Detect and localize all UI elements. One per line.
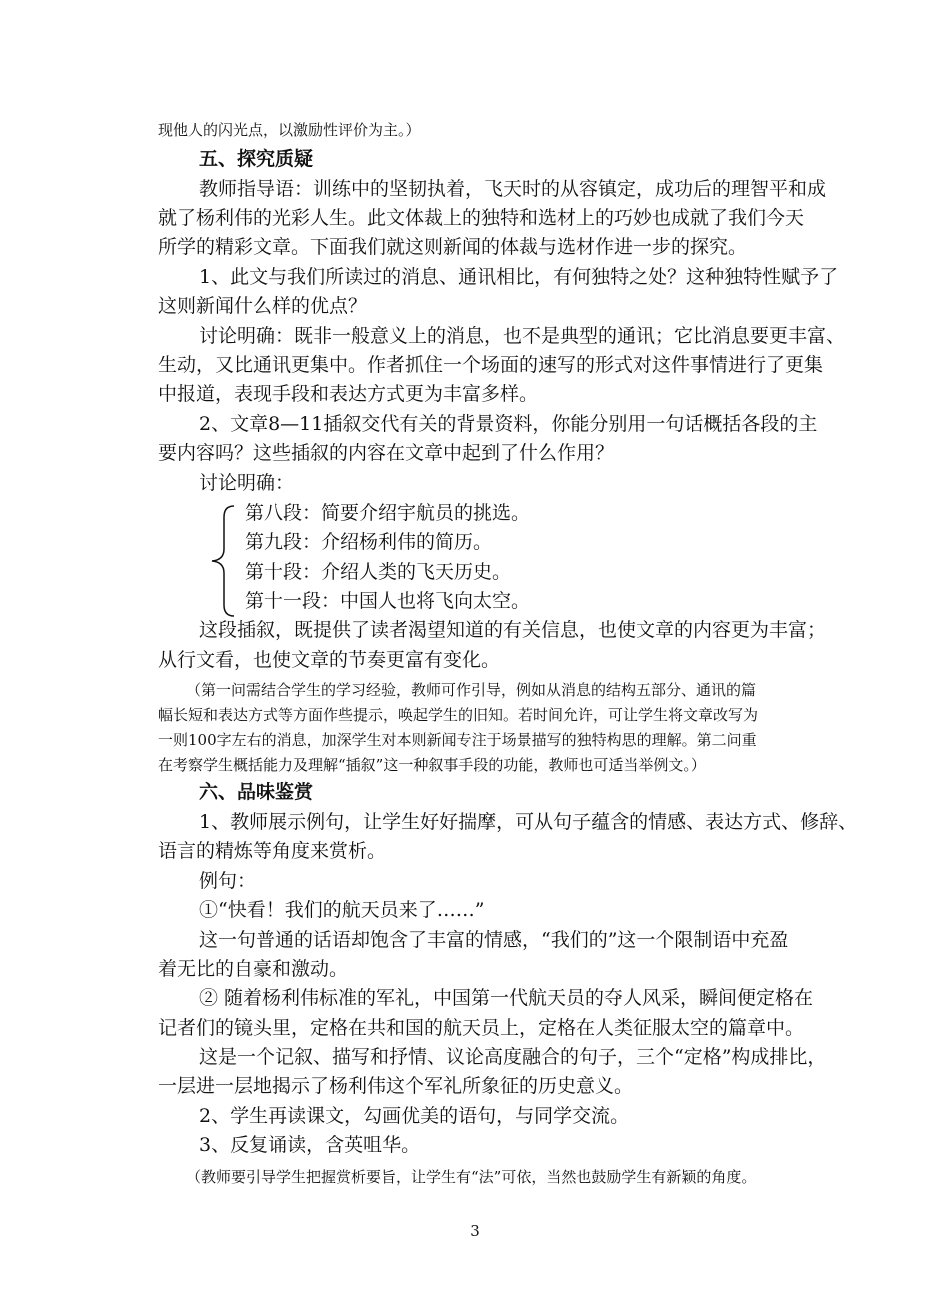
paragraph-line: 3、反复诵读，含英咀华。: [199, 1134, 421, 1156]
paragraph-line: 语言的精炼等角度来赏析。: [158, 840, 387, 862]
question-line: 这则新闻什么样的优点？: [158, 295, 368, 317]
question-line: 要内容吗？这些插叙的内容在文章中起到了什么作用？: [158, 442, 615, 464]
example-sentence: ①“快看！我们的航天员来了……”: [199, 899, 485, 921]
note-line: 幅长短和表达方式等方面作些提示，唤起学生的旧知。若时间允许，可让学生将文章改写为: [158, 706, 759, 724]
paragraph-line: 从行文看，也使文章的节奏更富有变化。: [158, 649, 501, 671]
list-item: 第十段：介绍人类的飞天历史。: [245, 561, 512, 583]
note-line: 一则100字左右的消息，加深学生对本则新闻专注于场景描写的独特构思的理解。第二问重: [158, 731, 757, 749]
paragraph-line: 2、学生再读课文，勾画优美的语句，与同学交流。: [199, 1105, 630, 1127]
list-item: 第十一段：中国人也将飞向太空。: [245, 590, 531, 612]
question-line: 2、文章8—11插叙交代有关的背景资料，你能分别用一句话概括各段的主: [199, 413, 818, 435]
note-line: （教师要引导学生把握赏析要旨，让学生有“法”可依，当然也鼓励学生有新颖的角度。: [186, 1168, 757, 1186]
paragraph-line: 着无比的自豪和激动。: [158, 958, 349, 980]
paragraph-line: 所学的精彩文章。下面我们就这则新闻的体裁与选材作进一步的探究。: [158, 236, 748, 258]
note-line: 在考察学生概括能力及理解“插叙”这一种叙事手段的功能，教师也可适当举例文。）: [158, 756, 706, 774]
curly-brace-icon: [206, 503, 240, 619]
section-heading-6: 六、品味鉴赏: [199, 781, 314, 803]
paragraph-line: 一层进一层地揭示了杨利伟这个军礼所象征的历史意义。: [158, 1075, 634, 1097]
paragraph-line: 这是一个记叙、描写和抒情、议论高度融合的句子，三个“定格”构成排比，: [199, 1046, 827, 1068]
discussion-label: 讨论明确：: [199, 472, 295, 494]
paragraph-line: 教师指导语：训练中的坚韧执着，飞天时的从容镇定，成功后的理智平和成: [199, 178, 827, 200]
paragraph-line: 1、教师展示例句，让学生好好揣摩，可从句子蕴含的情感、表达方式、修辞、: [199, 811, 858, 833]
list-item: 第九段：介绍杨利伟的简历。: [245, 531, 493, 553]
paragraph-line: 这段插叙，既提供了读者渴望知道的有关信息，也使文章的内容更为丰富；: [199, 619, 827, 641]
discussion-line: 生动，又比通讯更集中。作者抓住一个场面的速写的形式对这件事情进行了更集: [158, 354, 824, 376]
section-heading-5: 五、探究质疑: [199, 148, 314, 170]
paragraph-line: 这一句普通的话语却饱含了丰富的情感，“我们的”这一个限制语中充盈: [199, 929, 789, 951]
page-number: 3: [470, 1222, 480, 1240]
list-item: 第八段：简要介绍宇航员的挑选。: [245, 502, 531, 524]
note-line: （第一问需结合学生的学习经验，教师可作引导，例如从消息的结构五部分、通讯的篇: [186, 681, 757, 699]
discussion-line: 讨论明确：既非一般意义上的消息，也不是典型的通讯；它比消息要更丰富、: [199, 325, 846, 347]
discussion-line: 中报道，表现手段和表达方式更为丰富多样。: [158, 383, 539, 405]
paragraph-line: 现他人的闪光点，以激励性评价为主。）: [158, 121, 421, 139]
paragraph-line: 就了杨利伟的光彩人生。此文体裁上的独特和选材上的巧妙也成就了我们今天: [158, 207, 805, 229]
question-line: 1、此文与我们所读过的消息、通讯相比，有何独特之处？这种独特性赋予了: [199, 266, 839, 288]
example-sentence: ② 随着杨利伟标准的军礼，中国第一代航天员的夺人风采，瞬间便定格在: [199, 987, 814, 1009]
example-sentence: 记者们的镜头里，定格在共和国的航天员上，定格在人类征服太空的篇章中。: [158, 1017, 805, 1039]
example-label: 例句：: [199, 870, 257, 892]
